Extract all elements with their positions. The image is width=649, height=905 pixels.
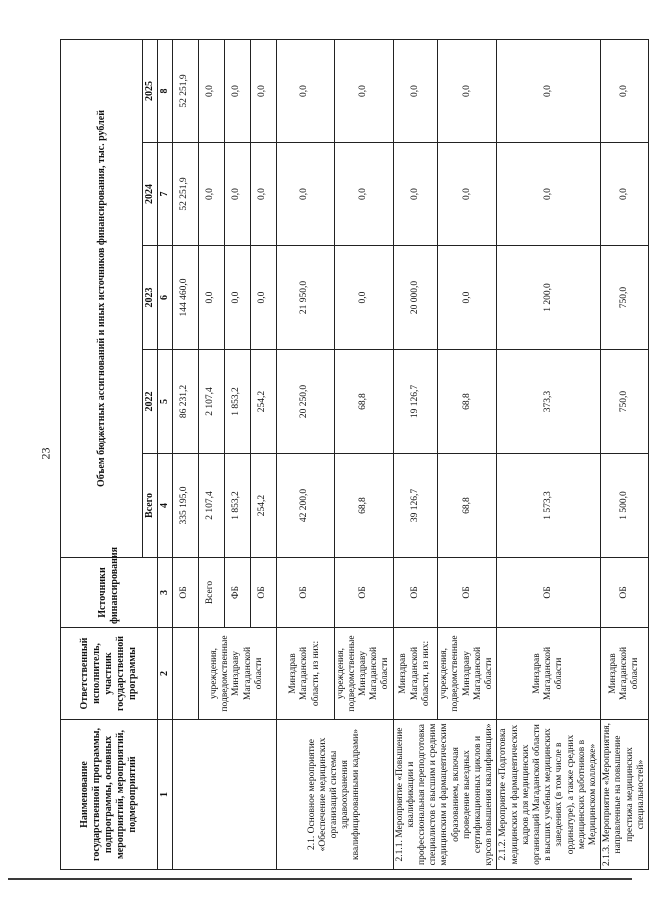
row-2024: 0,0 xyxy=(224,143,250,246)
header-program-name: Наименование государственной программы, подпрограммы, основных мероприятий, мероприятий, подмероприятий xyxy=(61,720,158,870)
row-name: 2.1.3. Мероприятие «Мероприятия, направленные на повышение престижа медицинских специальностей» xyxy=(601,720,649,870)
row-2023: 21 950,0 xyxy=(276,246,334,350)
row-source: ОБ xyxy=(601,558,649,628)
row-2025: 0,0 xyxy=(198,40,224,143)
header-2025: 2025 xyxy=(143,40,158,143)
col-number: 7 xyxy=(157,143,172,246)
row-total: 39 126,7 xyxy=(393,454,437,558)
row-source: Всего xyxy=(198,558,224,628)
header-source: Источники финансирования xyxy=(61,558,158,628)
row-2024: 0,0 xyxy=(393,143,437,246)
row-2024: 0,0 xyxy=(250,143,276,246)
row-source: ОБ xyxy=(393,558,437,628)
row-name: 2.1. Основное мероприятие «Обеспечение медицинских организаций системы здравоохранения квалифицированными кадрами» xyxy=(276,720,393,870)
header-2022: 2022 xyxy=(143,350,158,454)
table-row xyxy=(497,40,601,870)
row-total: 335 195,0 xyxy=(172,454,198,558)
row-2022: 68,8 xyxy=(334,350,393,454)
row-2024: 0,0 xyxy=(497,143,601,246)
row-2025: 0,0 xyxy=(437,40,496,143)
header-row-1 xyxy=(61,40,143,870)
row-2023: 20 000,0 xyxy=(393,246,437,350)
row-2024: 0,0 xyxy=(198,143,224,246)
row-name: 2.1.1. Мероприятие «Повышение квалификации и профессиональная переподготовка специалистов с высшим и средним медицинским и фармацевтическим образованием, включая проведение выездных сертификационных циклов и курсов повышения квалификации» xyxy=(393,720,497,870)
row-2023: 0,0 xyxy=(334,246,393,350)
row-total: 2 107,4 xyxy=(198,454,224,558)
row-2025: 0,0 xyxy=(250,40,276,143)
financing-table xyxy=(60,39,649,870)
row-2023: 750,0 xyxy=(601,246,649,350)
row-executor: Минздрав Магаданской области xyxy=(497,628,601,720)
row-2025: 0,0 xyxy=(497,40,601,143)
row-2023: 0,0 xyxy=(198,246,224,350)
page-number: 23 xyxy=(38,447,53,460)
row-name: 2.1.2. Мероприятие «Подготовка медицинских и фармацевтических кадров для медицинских организаций Магаданской области в высших учебных медицинских заведениях (в том числе в ординатуре), а также средних медицинских работников в Медицинском колледже» xyxy=(497,720,601,870)
row-2023: 144 460,0 xyxy=(172,246,198,350)
row-executor: Минздрав Магаданской области xyxy=(601,628,649,720)
row-total: 254,2 xyxy=(250,454,276,558)
row-2023: 1 200,0 xyxy=(497,246,601,350)
row-2022: 86 231,2 xyxy=(172,350,198,454)
row-2025: 0,0 xyxy=(334,40,393,143)
row-2024: 0,0 xyxy=(601,143,649,246)
row-2023: 0,0 xyxy=(224,246,250,350)
row-name xyxy=(172,720,276,870)
header-2023: 2023 xyxy=(143,246,158,350)
row-source: ОБ xyxy=(276,558,334,628)
table-row xyxy=(276,40,334,870)
row-2022: 750,0 xyxy=(601,350,649,454)
row-source: ОБ xyxy=(250,558,276,628)
row-total: 1 853,2 xyxy=(224,454,250,558)
row-total: 42 200,0 xyxy=(276,454,334,558)
table-row xyxy=(172,40,198,870)
row-source: ОБ xyxy=(172,558,198,628)
row-2025: 0,0 xyxy=(224,40,250,143)
row-executor: Минздрав Магаданской области, из них: xyxy=(276,628,334,720)
column-numbers-row xyxy=(157,40,172,870)
row-total: 68,8 xyxy=(334,454,393,558)
row-executor: учреждения, подведомственные Минздраву Магаданской области xyxy=(437,628,496,720)
table-row xyxy=(393,40,437,870)
col-number: 2 xyxy=(157,628,172,720)
row-source: ФБ xyxy=(224,558,250,628)
row-2023: 0,0 xyxy=(250,246,276,350)
row-2022: 20 250,0 xyxy=(276,350,334,454)
row-2024: 0,0 xyxy=(437,143,496,246)
row-executor: учреждения, подведомственные Минздраву Магаданской области xyxy=(198,628,276,720)
row-executor: учреждения, подведомственные Минздраву Магаданской области xyxy=(334,628,393,720)
col-number: 4 xyxy=(157,454,172,558)
row-source: ОБ xyxy=(437,558,496,628)
row-total: 68,8 xyxy=(437,454,496,558)
col-number: 3 xyxy=(157,558,172,628)
header-funding-group: Объем бюджетных ассигнований и иных источников финансирования, тыс. рублей xyxy=(61,40,143,558)
row-2022: 68,8 xyxy=(437,350,496,454)
row-2022: 254,2 xyxy=(250,350,276,454)
col-number: 6 xyxy=(157,246,172,350)
row-2025: 0,0 xyxy=(393,40,437,143)
row-2025: 52 251,9 xyxy=(172,40,198,143)
bottom-rule xyxy=(8,878,632,880)
row-2025: 0,0 xyxy=(601,40,649,143)
row-source: ОБ xyxy=(334,558,393,628)
header-total: Всего xyxy=(143,454,158,558)
col-number: 1 xyxy=(157,720,172,870)
row-2024: 0,0 xyxy=(334,143,393,246)
header-executor: Ответственный исполнитель, участник государственной программы xyxy=(61,628,158,720)
row-executor: Минздрав Магаданской области, из них: xyxy=(393,628,437,720)
row-2022: 1 853,2 xyxy=(224,350,250,454)
row-executor xyxy=(172,628,198,720)
col-number: 5 xyxy=(157,350,172,454)
row-source: ОБ xyxy=(497,558,601,628)
header-2024: 2024 xyxy=(143,143,158,246)
col-number: 8 xyxy=(157,40,172,143)
row-total: 1 573,3 xyxy=(497,454,601,558)
row-2022: 2 107,4 xyxy=(198,350,224,454)
row-2023: 0,0 xyxy=(437,246,496,350)
row-2022: 19 126,7 xyxy=(393,350,437,454)
row-2024: 0,0 xyxy=(276,143,334,246)
row-total: 1 500,0 xyxy=(601,454,649,558)
row-2024: 52 251,9 xyxy=(172,143,198,246)
table-row xyxy=(601,40,649,870)
row-2022: 373,3 xyxy=(497,350,601,454)
row-2025: 0,0 xyxy=(276,40,334,143)
financing-table-rotated xyxy=(60,40,646,870)
